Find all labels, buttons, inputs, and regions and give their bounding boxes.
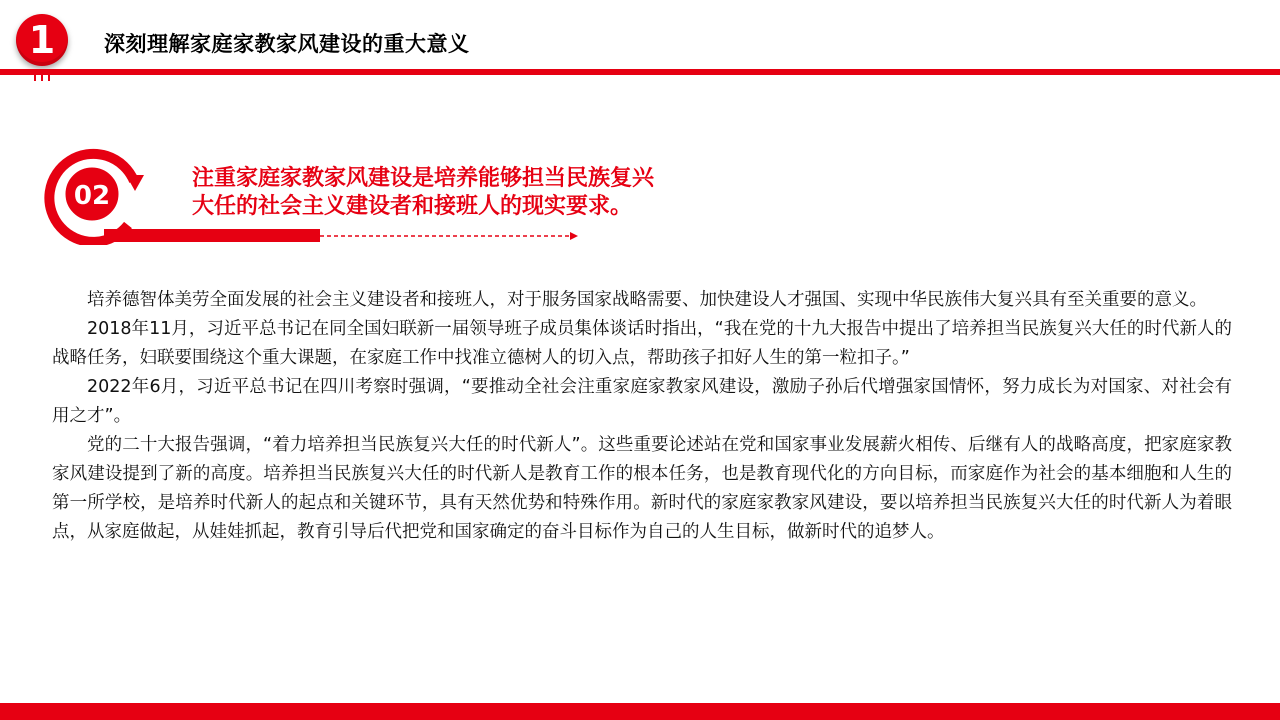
body-text	[52, 286, 1232, 547]
paragraph: 培养德智体美劳全面发展的社会主义建设者和接班人，对于服务国家战略需要、加快建设人才强国、实现中华民族伟大复兴具有至关重要的意义。	[87, 290, 1207, 310]
badge-number: 02	[73, 181, 111, 211]
header-tick-mark	[41, 75, 43, 81]
page-title: 深刻理解家庭家教家风建设的重大意义	[104, 32, 470, 56]
subsection-title-line1: 注重家庭家教家风建设是培养能够担当民族复兴	[192, 166, 655, 191]
badge-arrow-head	[126, 175, 144, 191]
section-number-badge: 1	[16, 14, 68, 66]
paragraph: 2022年6月，习近平总书记在四川考察时强调，“要推动全社会注重家庭家教家风建设，激励子孙后代增强家国情怀，努力成长为对国家、对社会有用之才”。	[52, 377, 1232, 426]
header-tick-mark	[48, 75, 50, 81]
paragraph: 2018年11月，习近平总书记在同全国妇联新一届领导班子成员集体谈话时指出，“我在党的十九大报告中提出了培养担当民族复兴大任的时代新人的战略任务，妇联要围绕这个重大课题，在家庭工作中找准立德树人的切入点，帮助孩子扣好人生的第一粒扣子。”	[52, 319, 1232, 368]
dashed-arrow-line	[320, 232, 580, 240]
header-tick-mark	[34, 75, 36, 81]
subsection-title	[192, 165, 654, 221]
subsection-title-line2: 大任的社会主义建设者和接班人的现实要求。	[192, 194, 633, 219]
paragraph: 党的二十大报告强调，“着力培养担当民族复兴大任的时代新人”。这些重要论述站在党和国家事业发展薪火相传、后继有人的战略高度，把家庭家教家风建设提到了新的高度。培养担当民族复兴大任的时代新人是教育工作的根本任务，也是教育现代化的方向目标，而家庭作为社会的基本细胞和人生的第一所学校，是培养时代新人的起点和关键环节，具有天然优势和特殊作用。新时代的家庭家教家风建设，要以培养担当民族复兴大任的时代新人为着眼点，从家庭做起，从娃娃抓起，教育引导后代把党和国家确定的奋斗目标作为自己的人生目标，做新时代的追梦人。	[52, 435, 1232, 542]
subsection-underline-bar	[104, 229, 320, 242]
footer-bar	[0, 703, 1280, 720]
header-divider	[0, 69, 1280, 75]
